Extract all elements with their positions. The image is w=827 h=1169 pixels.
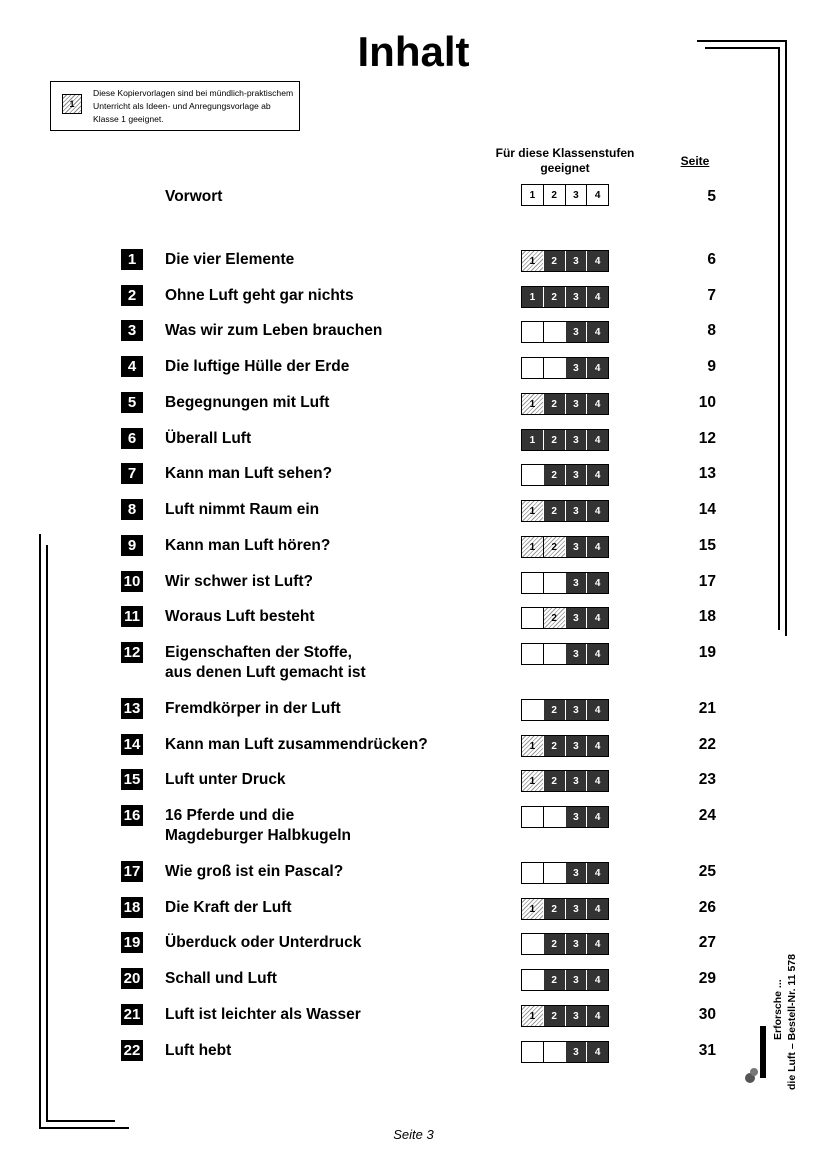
- grade-cell-suitable: 3: [565, 501, 587, 521]
- grade-boxes: [521, 607, 609, 629]
- chapter-title-line: Luft hebt: [165, 1042, 232, 1059]
- chapter-title-line: Die Kraft der Luft: [165, 899, 292, 916]
- page-footer: Seite 3: [393, 1127, 434, 1142]
- chapter-page-number: 24: [698, 807, 716, 824]
- grade-cell-empty: [522, 934, 543, 954]
- chapter-number-badge: 5: [121, 392, 143, 413]
- grade-cell-oral: 2: [543, 537, 565, 557]
- grade-cell-suitable: 3: [565, 771, 587, 791]
- grade-cell-empty: [522, 644, 543, 664]
- chapter-number-badge: 22: [121, 1040, 143, 1061]
- chapter-page-number: 30: [698, 1006, 716, 1023]
- grade-cell-suitable: 4: [586, 644, 608, 664]
- chapter-title-line: Die luftige Hülle der Erde: [165, 358, 350, 375]
- grade-cell-suitable: 4: [586, 251, 608, 271]
- chapter-page-number: 8: [707, 322, 716, 339]
- grade-cell-suitable: 3: [565, 899, 587, 919]
- chapter-title-line: Luft ist leichter als Wasser: [165, 1006, 361, 1023]
- grade-boxes: [521, 862, 609, 884]
- grade-cell-suitable: 4: [586, 1006, 608, 1026]
- chapter-title-line: aus denen Luft gemacht ist: [165, 664, 366, 681]
- chapter-number-badge: 17: [121, 861, 143, 882]
- grade-boxes: [521, 1005, 609, 1027]
- grade-cell-suitable: 3: [565, 358, 587, 378]
- grade-boxes: [521, 898, 609, 920]
- grade-cell-empty: [522, 573, 543, 593]
- grade-cell-suitable: 3: [565, 1006, 587, 1026]
- grade-cell-suitable: 2: [543, 394, 565, 414]
- chapter-page-number: 23: [698, 771, 716, 788]
- grade-cell-suitable: 2: [543, 934, 565, 954]
- grade-cell-empty: [543, 863, 565, 883]
- grade-cell: 3: [565, 185, 587, 205]
- grade-cell-suitable: 4: [586, 501, 608, 521]
- chapter-page-number: 31: [698, 1042, 716, 1059]
- chapter-page-number: 29: [698, 970, 716, 987]
- grade-cell-empty: [543, 358, 565, 378]
- grade-cell-suitable: 3: [565, 1042, 587, 1062]
- grade-cell-empty: [543, 1042, 565, 1062]
- chapter-title: [165, 699, 341, 719]
- chapter-title-line: Eigenschaften der Stoffe,: [165, 644, 352, 661]
- chapter-page-number: 18: [698, 608, 716, 625]
- grades-column-header: Für diese Klassenstufen geeignet: [495, 146, 635, 175]
- chapter-title: [165, 572, 313, 592]
- legend-box: [50, 81, 300, 131]
- chapter-title: [165, 735, 428, 755]
- grade-boxes: [521, 572, 609, 594]
- grade-cell-suitable: 2: [543, 736, 565, 756]
- grade-boxes: [521, 393, 609, 415]
- chapter-title-line: Woraus Luft besteht: [165, 608, 315, 625]
- grade-cell-suitable: 4: [586, 573, 608, 593]
- grade-boxes: [521, 770, 609, 792]
- grade-cell-oral: 1: [522, 251, 543, 271]
- chapter-title-line: Die vier Elemente: [165, 251, 295, 268]
- grade-boxes: [521, 699, 609, 721]
- grade-boxes: [521, 357, 609, 379]
- grade-cell-oral: 1: [522, 537, 543, 557]
- grade-cell-empty: [522, 863, 543, 883]
- chapter-page-number: 27: [698, 934, 716, 951]
- grade-cell-empty: [543, 322, 565, 342]
- chapter-title: [165, 643, 366, 683]
- chapter-number-badge: 11: [121, 606, 143, 627]
- kohl-logo-icon: [742, 1022, 770, 1086]
- grade-boxes: [521, 250, 609, 272]
- chapter-number-badge: 13: [121, 698, 143, 719]
- grade-cell-suitable: 4: [586, 1042, 608, 1062]
- grade-cell-suitable: 4: [586, 970, 608, 990]
- chapter-title-line: Wie groß ist ein Pascal?: [165, 863, 344, 880]
- chapter-title-line: Fremdkörper in der Luft: [165, 700, 341, 717]
- page-column-header: Seite: [680, 154, 710, 168]
- chapter-page-number: 22: [698, 736, 716, 753]
- grade-cell-suitable: 3: [565, 934, 587, 954]
- grade-cell-suitable: 4: [586, 934, 608, 954]
- grade-cell-suitable: 4: [586, 807, 608, 827]
- grade-boxes: [521, 735, 609, 757]
- grade-cell-suitable: 3: [565, 863, 587, 883]
- grade-boxes: [521, 286, 609, 308]
- grade-cell: 1: [522, 185, 543, 205]
- chapter-title-line: Überall Luft: [165, 430, 252, 447]
- grade-cell-suitable: 2: [543, 700, 565, 720]
- chapter-number-badge: 9: [121, 535, 143, 556]
- chapter-page-number: 7: [707, 287, 716, 304]
- chapter-number-badge: 12: [121, 642, 143, 663]
- chapter-number-badge: 6: [121, 428, 143, 449]
- side-order-number: die Luft – Bestell-Nr. 11 578: [786, 954, 798, 1090]
- grade-cell-suitable: 4: [586, 537, 608, 557]
- chapter-page-number: 10: [698, 394, 716, 411]
- chapter-title: [165, 393, 329, 413]
- chapter-page-number: 15: [698, 537, 716, 554]
- grade-cell-empty: [522, 608, 543, 628]
- grade-cell-suitable: 3: [565, 465, 587, 485]
- grade-cell-suitable: 3: [565, 394, 587, 414]
- grade-cell-suitable: 2: [543, 430, 565, 450]
- grade-cell-suitable: 2: [543, 771, 565, 791]
- chapter-title-line: Kann man Luft zusammendrücken?: [165, 736, 428, 753]
- chapter-page-number: 6: [707, 251, 716, 268]
- chapter-title: [165, 862, 343, 882]
- grade-cell-suitable: 2: [543, 251, 565, 271]
- chapter-title: [165, 933, 361, 953]
- grade-cell-suitable: 4: [586, 700, 608, 720]
- grade-cell-suitable: 3: [565, 700, 587, 720]
- vorwort-title: Vorwort: [165, 188, 223, 205]
- grade-cell-suitable: 3: [565, 644, 587, 664]
- grade-cell-empty: [543, 644, 565, 664]
- grade-boxes: [521, 969, 609, 991]
- grade-cell-suitable: 2: [543, 1006, 565, 1026]
- grade-cell-empty: [543, 573, 565, 593]
- page-title: Inhalt: [357, 28, 470, 75]
- grade-cell-suitable: 3: [565, 537, 587, 557]
- chapter-title: [165, 250, 294, 270]
- chapter-title-line: Ohne Luft geht gar nichts: [165, 287, 354, 304]
- chapter-title-line: Magdeburger Halbkugeln: [165, 827, 352, 844]
- grade-boxes: [521, 643, 609, 665]
- chapter-title-line: Überduck oder Unterdruck: [165, 934, 362, 951]
- chapter-title: [165, 429, 251, 449]
- grade-cell-suitable: 4: [586, 899, 608, 919]
- chapter-title-line: Was wir zum Leben brauchen: [165, 322, 383, 339]
- chapter-title-line: Luft unter Druck: [165, 771, 286, 788]
- grade-boxes: [521, 500, 609, 522]
- chapter-title: [165, 806, 351, 846]
- grade-cell-empty: [543, 807, 565, 827]
- grade-boxes: [521, 1041, 609, 1063]
- grade-cell-oral: 1: [522, 501, 543, 521]
- grade-cell-suitable: 2: [543, 970, 565, 990]
- grade-cell-suitable: 4: [586, 394, 608, 414]
- grade-cell-empty: [522, 807, 543, 827]
- chapter-title-line: Kann man Luft sehen?: [165, 465, 333, 482]
- grade-cell-suitable: 2: [543, 899, 565, 919]
- grade-cell-empty: [522, 700, 543, 720]
- grade-cell: 2: [543, 185, 565, 205]
- grade-cell-empty: [522, 465, 543, 485]
- chapter-page-number: 26: [698, 899, 716, 916]
- side-title: Erforsche ...: [772, 979, 784, 1040]
- grade-cell-suitable: 3: [565, 736, 587, 756]
- chapter-number-badge: 7: [121, 463, 143, 484]
- grade-cell-suitable: 4: [586, 608, 608, 628]
- grade-cell-suitable: 4: [586, 358, 608, 378]
- grade-cell-suitable: 3: [565, 807, 587, 827]
- grade-cell-suitable: 4: [586, 322, 608, 342]
- grade-cell-oral: 1: [522, 771, 543, 791]
- chapter-number-badge: 14: [121, 734, 143, 755]
- chapter-page-number: 9: [707, 358, 716, 375]
- chapter-number-badge: 1: [121, 249, 143, 270]
- chapter-number-badge: 3: [121, 320, 143, 341]
- chapter-page-number: 19: [698, 644, 716, 661]
- chapter-page-number: 25: [698, 863, 716, 880]
- legend-hatched-sample: 1: [62, 94, 82, 114]
- chapter-title: [165, 536, 330, 556]
- chapter-title: [165, 1041, 231, 1061]
- chapter-title: [165, 969, 277, 989]
- chapter-number-badge: 20: [121, 968, 143, 989]
- grade-cell-suitable: 2: [543, 501, 565, 521]
- chapter-number-badge: 16: [121, 805, 143, 826]
- grade-cell-empty: [522, 1042, 543, 1062]
- chapter-number-badge: 4: [121, 356, 143, 377]
- grade-cell-empty: [522, 358, 543, 378]
- chapter-title-line: 16 Pferde und die: [165, 807, 295, 824]
- chapter-title: [165, 1005, 361, 1025]
- chapter-number-badge: 10: [121, 571, 143, 592]
- chapter-title: [165, 464, 332, 484]
- chapter-page-number: 12: [698, 430, 716, 447]
- chapter-title: [165, 357, 349, 377]
- chapter-title: [165, 321, 382, 341]
- vorwort-grades: [521, 184, 609, 206]
- grade-cell-suitable: 3: [565, 287, 587, 307]
- grade-boxes: [521, 321, 609, 343]
- chapter-number-badge: 2: [121, 285, 143, 306]
- grade-cell-suitable: 1: [522, 287, 543, 307]
- chapter-title-line: Kann man Luft hören?: [165, 537, 331, 554]
- grade-cell-suitable: 4: [586, 287, 608, 307]
- grade-cell-oral: 1: [522, 899, 543, 919]
- chapter-title: [165, 286, 354, 306]
- grade-cell-empty: [522, 322, 543, 342]
- chapter-title-line: Begegnungen mit Luft: [165, 394, 330, 411]
- legend-text: Diese Kopiervorlagen sind bei mündlich-praktischem Unterricht als Ideen- und Anregungsvorlage ab Klasse 1 geeignet.: [93, 88, 294, 124]
- grade-cell-suitable: 3: [565, 970, 587, 990]
- chapter-title-line: Schall und Luft: [165, 970, 277, 987]
- grade-cell-suitable: 3: [565, 251, 587, 271]
- chapter-page-number: 14: [698, 501, 716, 518]
- grade-cell-suitable: 2: [543, 287, 565, 307]
- grade-boxes: [521, 536, 609, 558]
- chapter-number-badge: 19: [121, 932, 143, 953]
- grade-cell-suitable: 4: [586, 430, 608, 450]
- chapter-page-number: 13: [698, 465, 716, 482]
- grade-cell-suitable: 1: [522, 430, 543, 450]
- grade-cell-suitable: 2: [543, 465, 565, 485]
- grade-cell-empty: [522, 970, 543, 990]
- grade-boxes: [521, 806, 609, 828]
- chapter-title: [165, 898, 292, 918]
- chapter-page-number: 21: [698, 700, 716, 717]
- grade-cell-oral: 1: [522, 1006, 543, 1026]
- grade-cell: 4: [586, 185, 608, 205]
- grade-cell-oral: 1: [522, 394, 543, 414]
- vorwort-page: 5: [707, 188, 716, 205]
- grade-cell-oral: 1: [522, 736, 543, 756]
- grade-boxes: [521, 429, 609, 451]
- grade-cell-suitable: 3: [565, 608, 587, 628]
- chapter-number-badge: 8: [121, 499, 143, 520]
- grade-cell-suitable: 4: [586, 465, 608, 485]
- grade-cell-suitable: 4: [586, 863, 608, 883]
- chapter-number-badge: 21: [121, 1004, 143, 1025]
- chapter-title-line: Wir schwer ist Luft?: [165, 573, 313, 590]
- grade-cell-suitable: 3: [565, 430, 587, 450]
- grade-boxes: [521, 933, 609, 955]
- grade-cell-oral: 2: [543, 608, 565, 628]
- grade-cell-suitable: 4: [586, 736, 608, 756]
- chapter-number-badge: 18: [121, 897, 143, 918]
- chapter-number-badge: 15: [121, 769, 143, 790]
- chapter-page-number: 17: [698, 573, 716, 590]
- chapter-title: [165, 607, 315, 627]
- grade-cell-suitable: 3: [565, 573, 587, 593]
- chapter-title: [165, 500, 319, 520]
- grade-cell-suitable: 4: [586, 771, 608, 791]
- chapter-title-line: Luft nimmt Raum ein: [165, 501, 320, 518]
- chapter-title: [165, 770, 286, 790]
- grade-boxes: [521, 464, 609, 486]
- grade-cell-suitable: 3: [565, 322, 587, 342]
- publisher-logo: [742, 1022, 770, 1086]
